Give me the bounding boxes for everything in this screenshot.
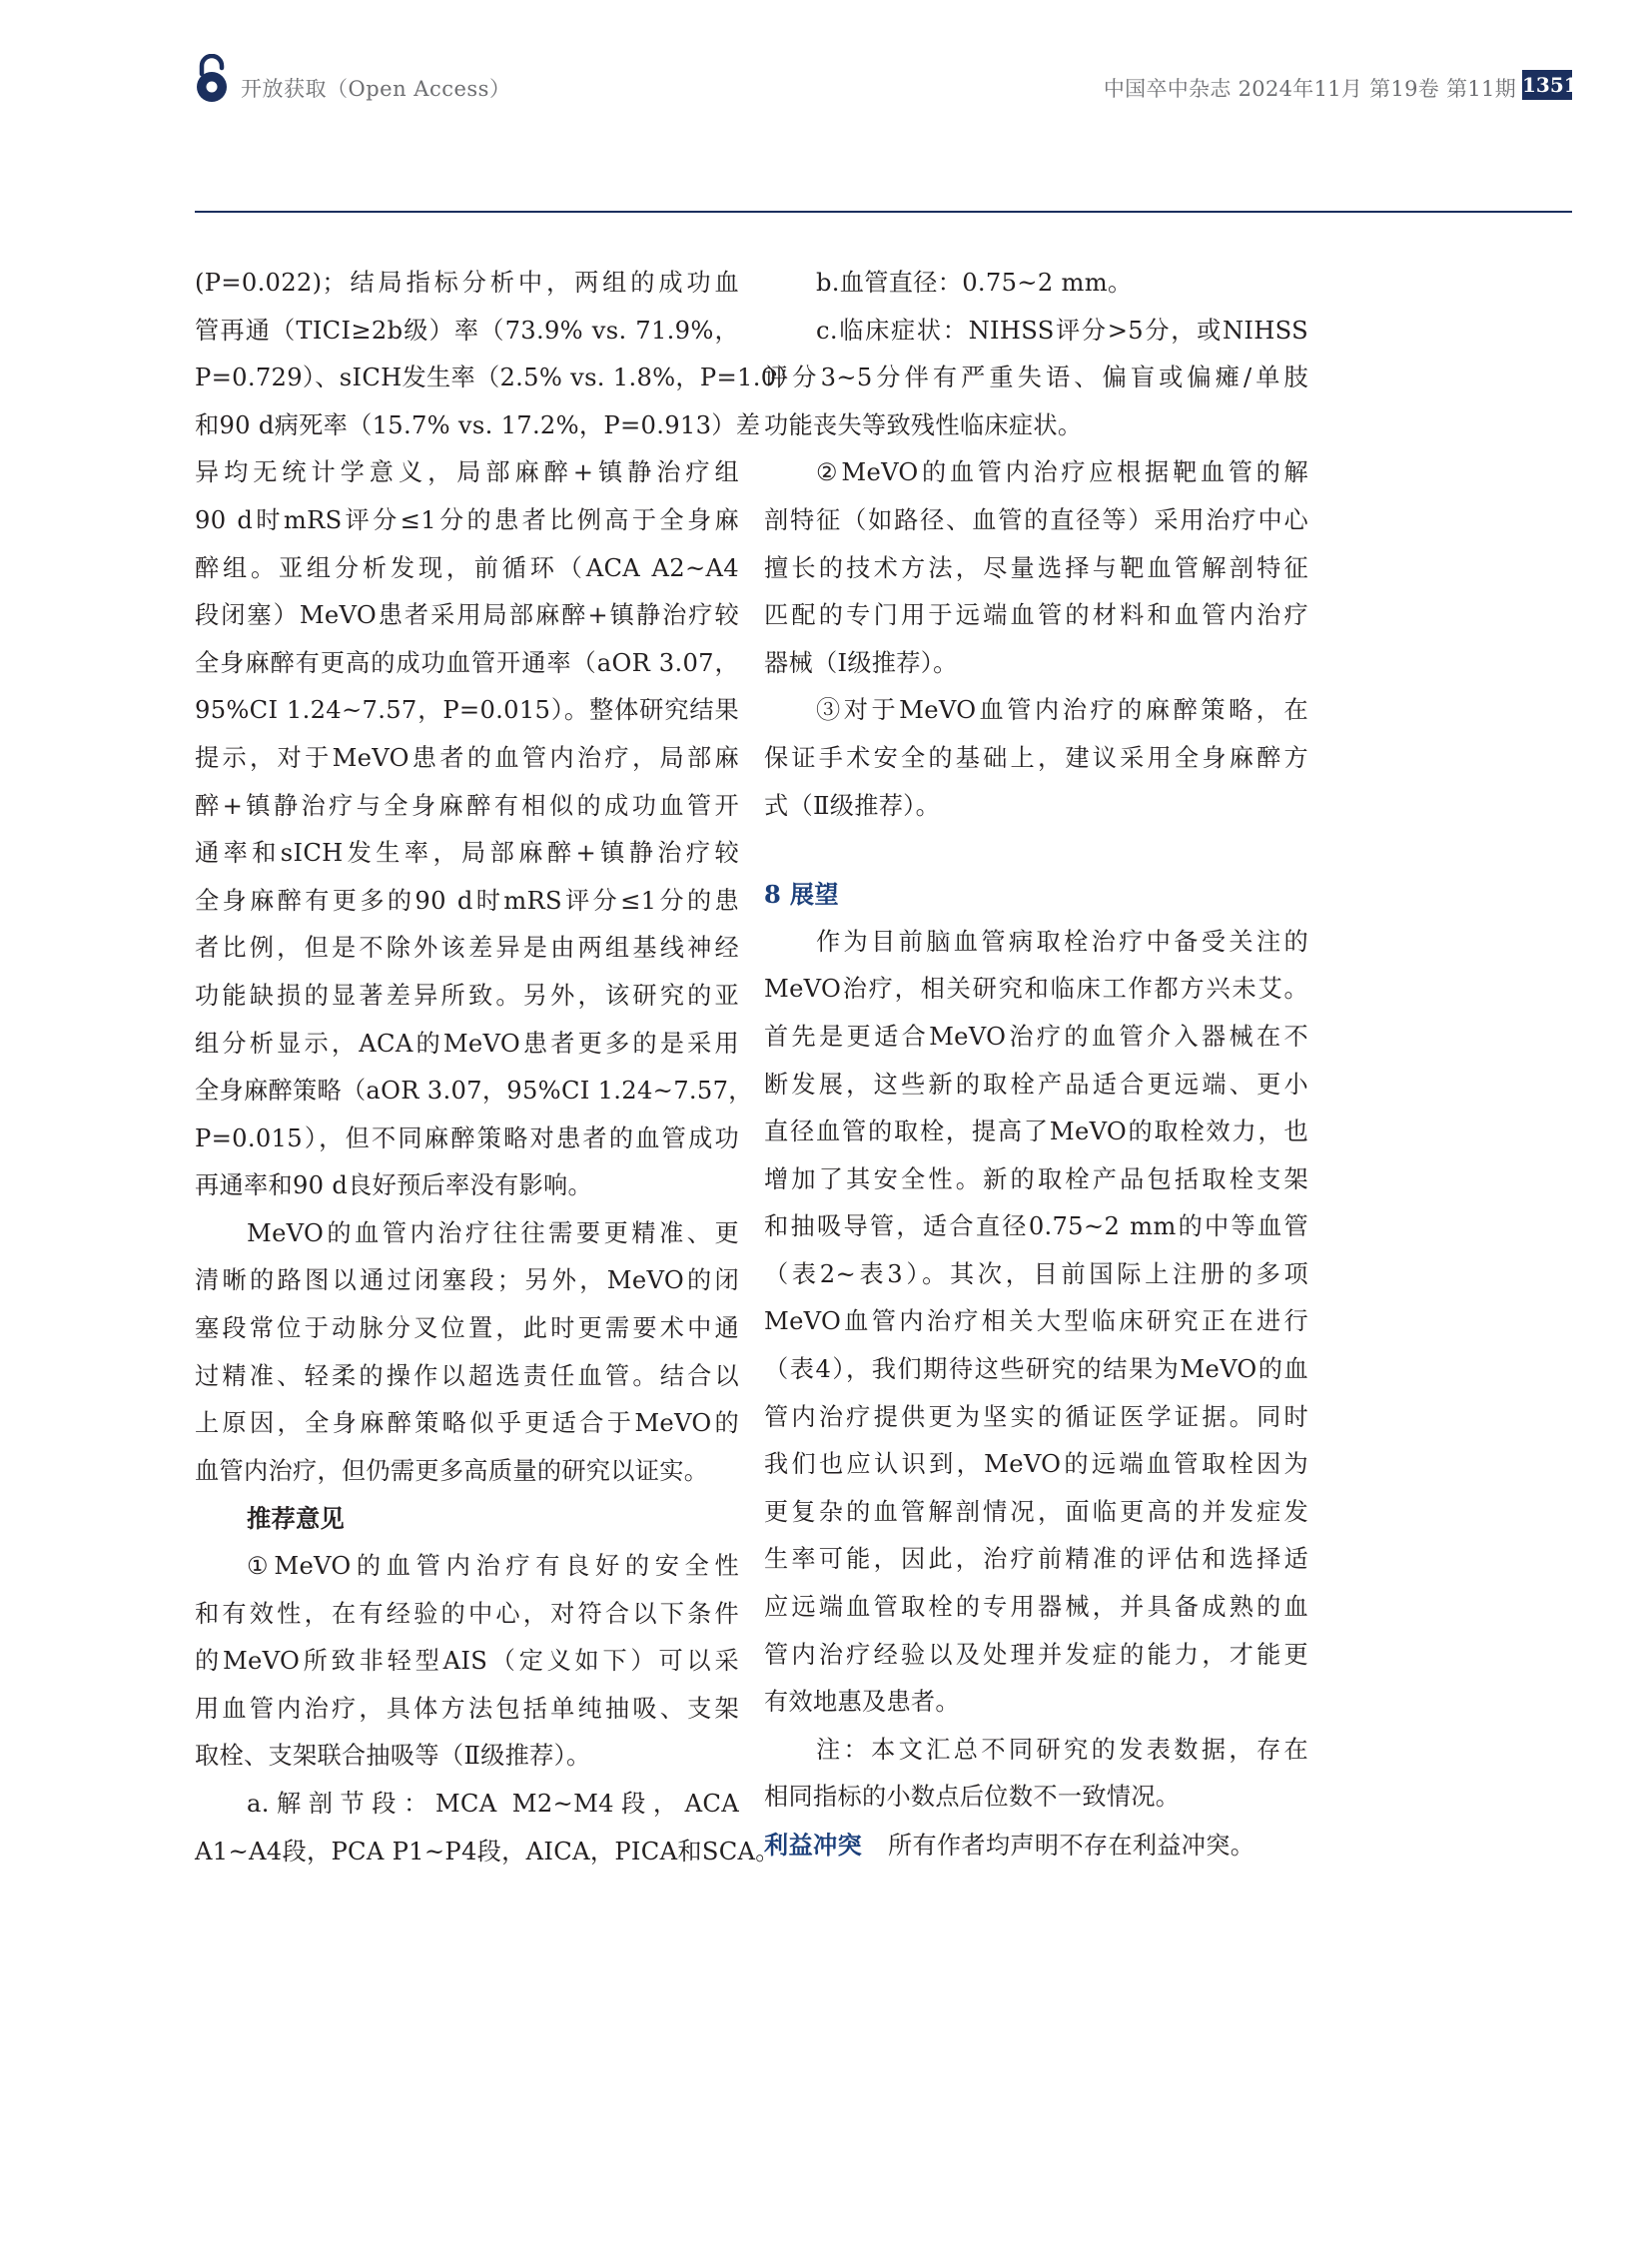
body-line: 生率可能，因此，治疗前精准的评估和选择适 <box>764 1545 1308 1574</box>
header-rule <box>195 211 1572 213</box>
open-access-label: 开放获取（Open Access） <box>241 77 511 101</box>
body-line: 作为目前脑血管病取栓治疗中备受关注的 <box>816 927 1308 956</box>
body-line: ①MeVO的血管内治疗有良好的安全性 <box>247 1552 739 1581</box>
body-line: 管内治疗经验以及处理并发症的能力，才能更 <box>764 1640 1308 1669</box>
body-line: 通率和sICH发生率，局部麻醉+镇静治疗较 <box>195 839 739 868</box>
body-line: 管内治疗提供更为坚实的循证医学证据。同时 <box>764 1402 1308 1431</box>
body-line: 醉组。亚组分析发现，前循环（ACA A2~A4 <box>195 553 739 582</box>
section-gap <box>764 830 1308 871</box>
body-line: 过精准、轻柔的操作以超选责任血管。结合以 <box>195 1361 739 1390</box>
body-line: c.临床症状：NIHSS评分>5分，或NIHSS <box>816 316 1308 345</box>
body-line: a.解剖节段：MCA M2~M4段，ACA <box>247 1790 739 1818</box>
body-line: MeVO血管内治疗相关大型临床研究正在进行 <box>764 1307 1308 1336</box>
body-line: 者比例，但是不除外该差异是由两组基线神经 <box>195 934 739 963</box>
body-line: 异均无统计学意义，局部麻醉+镇静治疗组 <box>195 458 739 487</box>
body-line: 上原因，全身麻醉策略似乎更适合于MeVO的 <box>195 1409 739 1438</box>
right-column <box>764 260 1308 1869</box>
conflict-text: 所有作者均声明不存在利益冲突。 <box>887 1832 1255 1860</box>
body-line: 提示，对于MeVO患者的血管内治疗，局部麻 <box>195 743 739 772</box>
body-line: 和90 d病死率（15.7% vs. 17.2%，P=0.913）差 <box>195 410 761 439</box>
body-line: 的MeVO所致非轻型AIS（定义如下）可以采 <box>195 1647 739 1676</box>
body-line: 再通率和90 d良好预后率没有影响。 <box>195 1171 592 1200</box>
body-line: 功能缺损的显著差异所致。另外，该研究的亚 <box>195 981 739 1010</box>
body-line: （表4），我们期待这些研究的结果为MeVO的血 <box>764 1355 1308 1384</box>
body-line: 增加了其安全性。新的取栓产品包括取栓支架 <box>764 1164 1308 1193</box>
conflict-of-interest <box>764 1822 1308 1869</box>
body-line: 器械（Ⅰ级推荐）。 <box>764 648 958 677</box>
body-line: ②MeVO的血管内治疗应根据靶血管的解 <box>816 458 1308 487</box>
body-line: 90 d时mRS评分≤1分的患者比例高于全身麻 <box>195 505 739 534</box>
body-line: （表2~表3）。其次，目前国际上注册的多项 <box>764 1259 1308 1288</box>
body-line: 管再通（TICI≥2b级）率（73.9% vs. 71.9%， <box>195 316 739 345</box>
recommendation-heading: 推荐意见 <box>247 1504 345 1534</box>
body-line: A1~A4段，PCA P1~P4段，AICA，PICA和SCA。 <box>195 1837 780 1866</box>
body-line: 塞段常位于动脉分叉位置，此时更需要术中通 <box>195 1314 739 1343</box>
journal-info: 中国卒中杂志 2024年11月 第19卷 第11期 <box>1103 77 1516 101</box>
body-line: 评分3~5分伴有严重失语、偏盲或偏瘫/单肢 <box>764 364 1308 392</box>
body-line: (P=0.022)；结局指标分析中，两组的成功血 <box>195 269 739 297</box>
body-line: MeVO的血管内治疗往往需要更精准、更 <box>247 1218 739 1247</box>
body-line: 匹配的专门用于远端血管的材料和血管内治疗 <box>764 601 1308 630</box>
body-line: 功能丧失等致残性临床症状。 <box>764 410 1083 439</box>
body-line: 全身麻醉有更高的成功血管开通率（aOR 3.07， <box>195 648 739 677</box>
body-line: 和抽吸导管，适合直径0.75~2 mm的中等血管 <box>764 1212 1308 1241</box>
body-line: 断发展，这些新的取栓产品适合更远端、更小 <box>764 1070 1308 1099</box>
body-line: 直径血管的取栓，提高了MeVO的取栓效力，也 <box>764 1118 1308 1146</box>
section-heading: 8 展望 <box>764 880 839 910</box>
left-column <box>195 260 801 1875</box>
body-line: 应远端血管取栓的专用器械，并具备成熟的血 <box>764 1593 1308 1622</box>
body-line: 全身麻醉有更多的90 d时mRS评分≤1分的患 <box>195 886 739 915</box>
body-line: 有效地惠及患者。 <box>764 1688 960 1717</box>
body-line: 首先是更适合MeVO治疗的血管介入器械在不 <box>764 1022 1308 1051</box>
body-line: 式（Ⅱ级推荐）。 <box>764 791 941 820</box>
body-line: 组分析显示，ACA的MeVO患者更多的是采用 <box>195 1029 739 1058</box>
body-line: MeVO治疗，相关研究和临床工作都方兴未艾。 <box>764 975 1308 1004</box>
body-line: 清晰的路图以通过闭塞段；另外，MeVO的闭 <box>195 1266 739 1295</box>
body-line: 和有效性，在有经验的中心，对符合以下条件 <box>195 1599 739 1628</box>
body-line: 醉+镇静治疗与全身麻醉有相似的成功血管开 <box>195 791 739 820</box>
body-line: 血管内治疗，但仍需更多高质量的研究以证实。 <box>195 1456 709 1485</box>
open-access-lock-icon <box>195 54 229 104</box>
body-line: P=0.015），但不同麻醉策略对患者的血管成功 <box>195 1123 739 1152</box>
body-line: 擅长的技术方法，尽量选择与靶血管解剖特征 <box>764 553 1308 582</box>
body-line: 保证手术安全的基础上，建议采用全身麻醉方 <box>764 743 1308 772</box>
body-line: 取栓、支架联合抽吸等（Ⅱ级推荐）。 <box>195 1742 591 1771</box>
page-header <box>195 52 1578 122</box>
body-line: 我们也应认识到，MeVO的远端血管取栓因为 <box>764 1450 1308 1479</box>
note-line: 相同指标的小数点后位数不一致情况。 <box>764 1783 1181 1812</box>
body-line: 剖特征（如路径、血管的直径等）采用治疗中心 <box>764 505 1308 534</box>
body-line: ③对于MeVO血管内治疗的麻醉策略，在 <box>816 696 1308 725</box>
note-line: 注：本文汇总不同研究的发表数据，存在 <box>816 1735 1308 1764</box>
body-line: b.血管直径：0.75~2 mm。 <box>816 269 1133 297</box>
body-line: 全身麻醉策略（aOR 3.07，95%CI 1.24~7.57， <box>195 1077 753 1106</box>
body-line: 更复杂的血管解剖情况，面临更高的并发症发 <box>764 1497 1308 1526</box>
body-line: 段闭塞）MeVO患者采用局部麻醉+镇静治疗较 <box>195 601 739 630</box>
body-line: P=0.729）、sICH发生率（2.5% vs. 1.8%，P=1.0） <box>195 364 801 392</box>
conflict-heading: 利益冲突 <box>764 1831 862 1860</box>
page-number: 1351 <box>1522 70 1572 100</box>
body-line: 用血管内治疗，具体方法包括单纯抽吸、支架 <box>195 1694 739 1723</box>
body-line: 95%CI 1.24~7.57，P=0.015）。整体研究结果 <box>195 696 739 725</box>
